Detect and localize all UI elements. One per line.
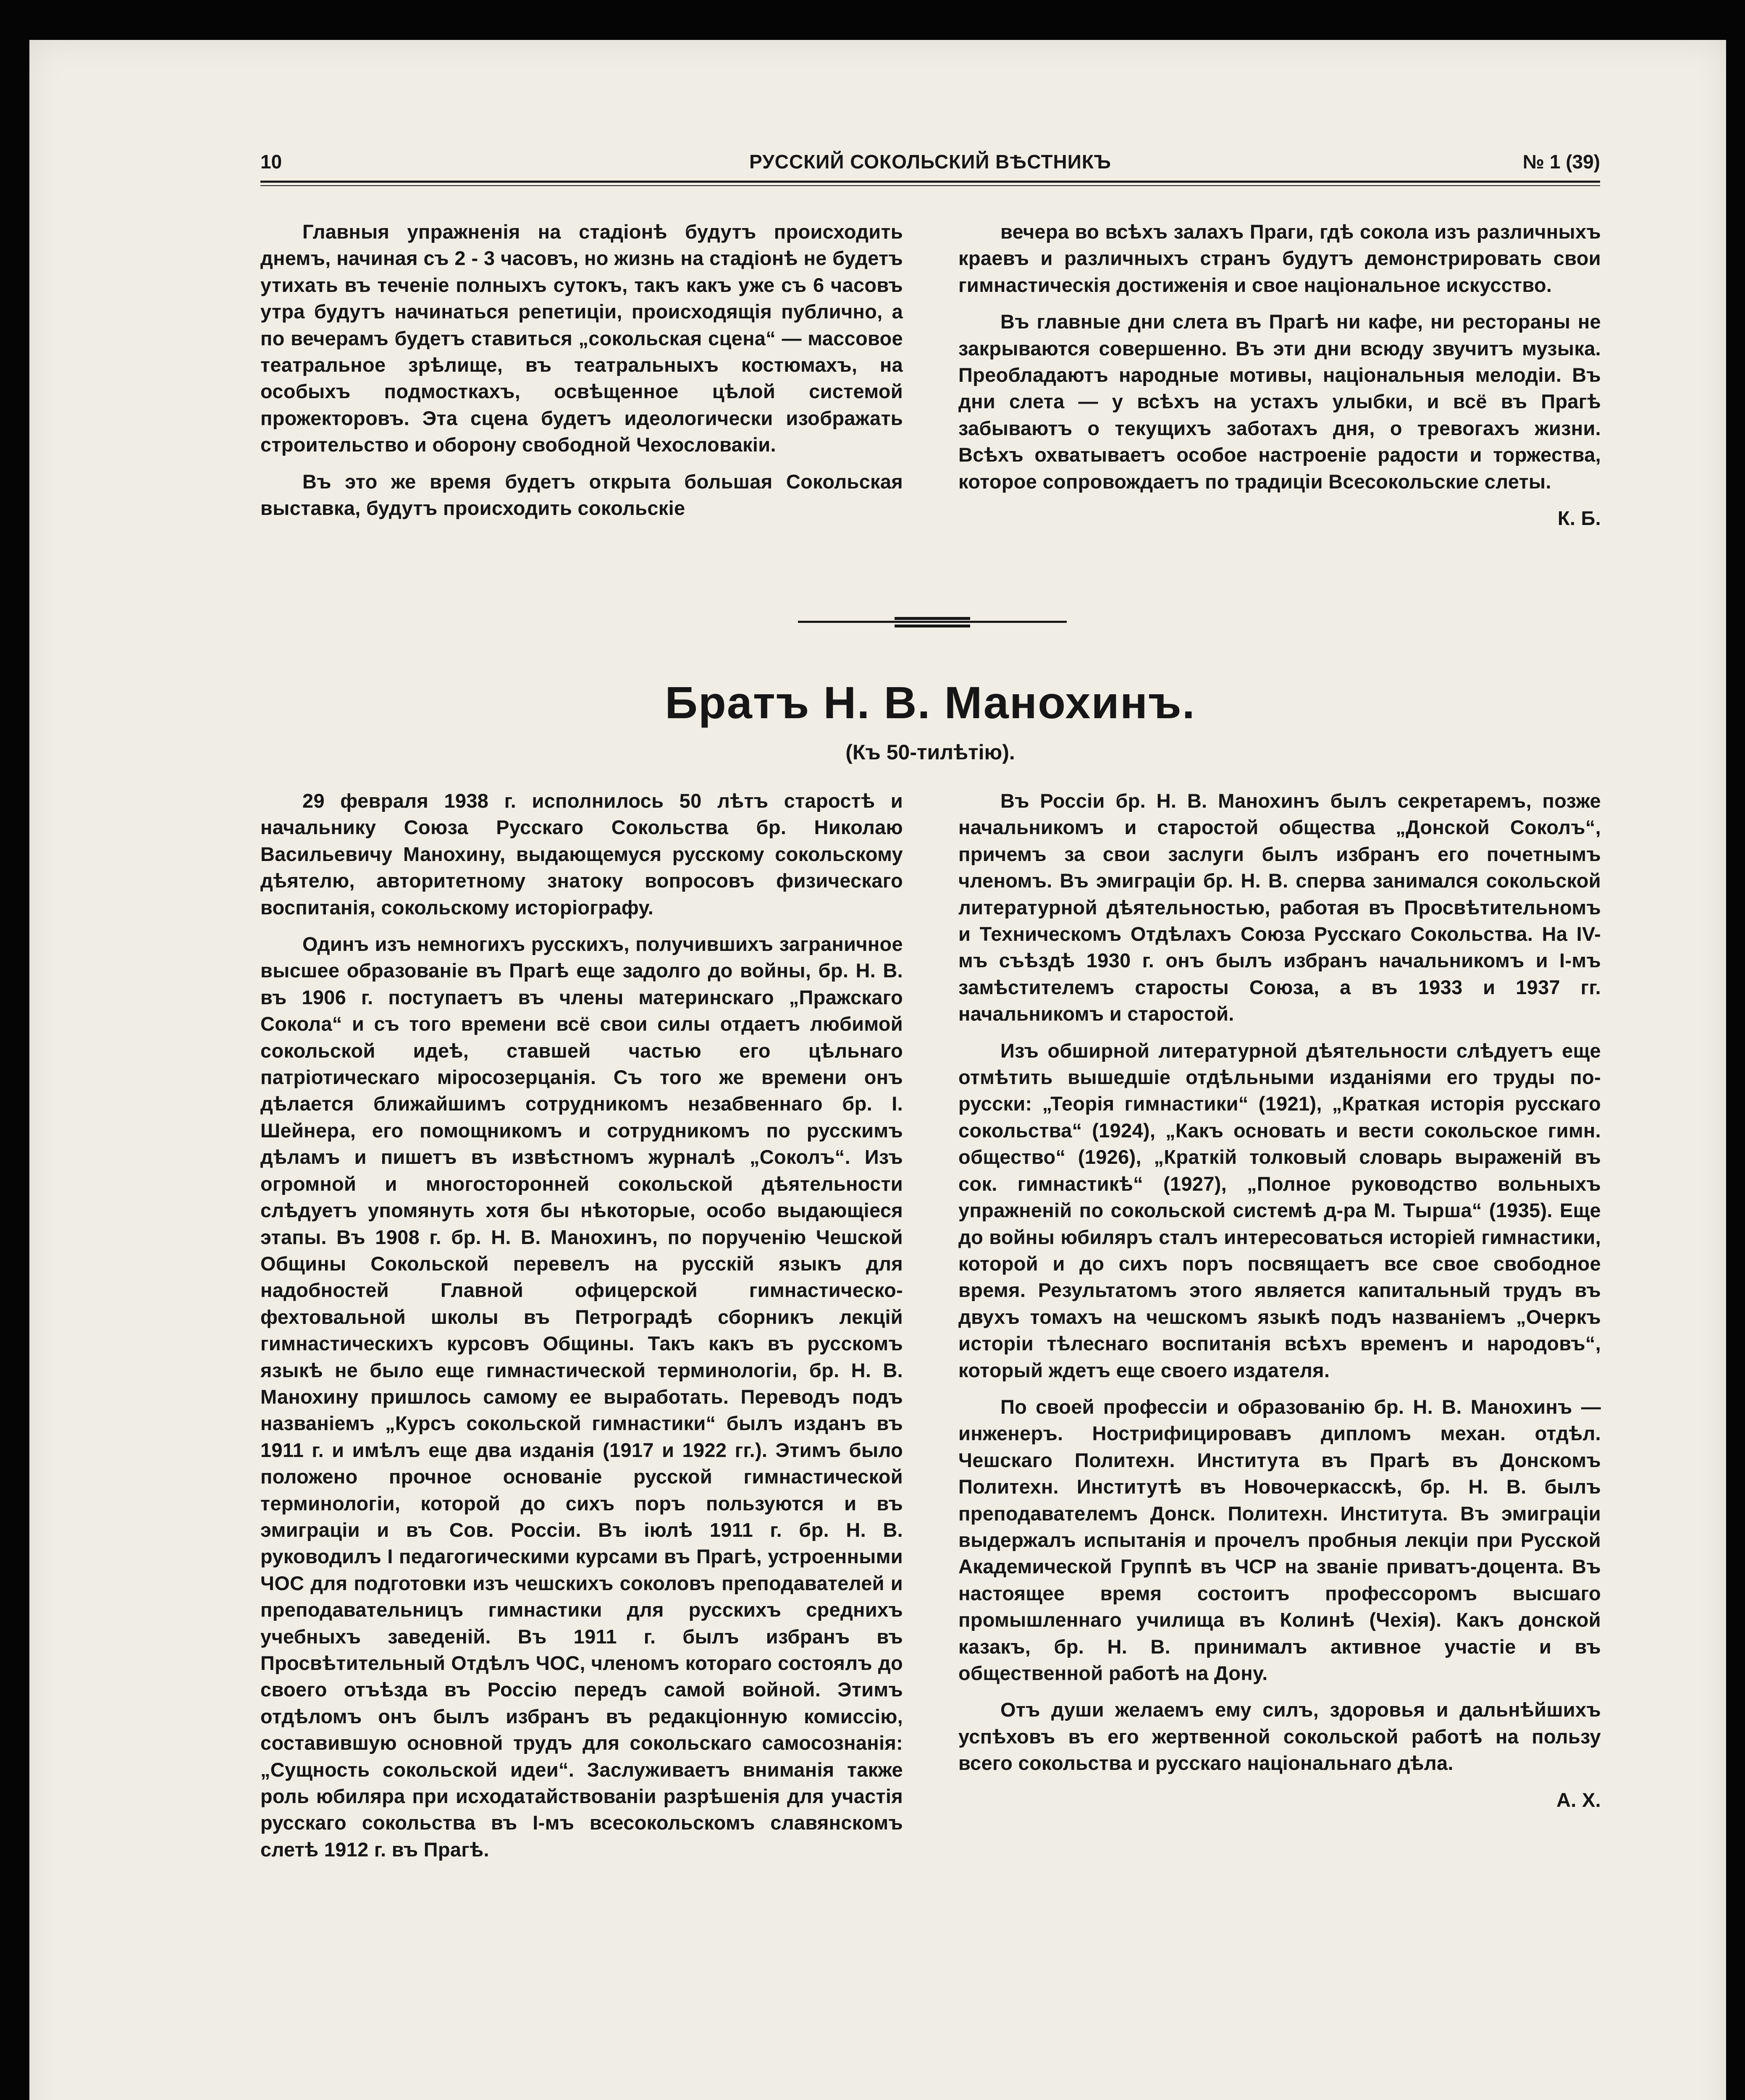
top-article-right-column <box>958 218 1601 531</box>
article-subtitle: (Къ 50-тилѣтію). <box>845 740 1015 764</box>
running-header <box>260 150 1600 184</box>
main-article-left-column <box>260 788 903 1863</box>
page-number: 10 <box>260 151 282 173</box>
top-article-left-column <box>260 218 903 521</box>
paragraph: 29 февраля 1938 г. исполнилось 50 лѣтъ старостѣ и начальнику Союза Русскаго Сокольства бр. Николаю Васильевичу Манохину, выдающемуся русскому сокольскому дѣятелю, авторитетному знатоку вопросовъ физическаго воспитанія, сокольскому исторіографу. <box>260 790 903 919</box>
header-rule <box>260 181 1600 186</box>
paragraph: вечера во всѣхъ залахъ Праги, гдѣ сокола изъ различныхъ краевъ и различныхъ странъ будутъ демонстрировать свои гимнастическія достиженія и свое національное искусство. <box>958 220 1601 296</box>
section-divider-ornament <box>798 613 1067 630</box>
paragraph: Въ Россіи бр. Н. В. Манохинъ былъ секретаремъ, позже начальникомъ и старостой общества „Донской Соколъ“, причемъ за свои заслуги былъ избранъ его почетнымъ членомъ. Въ эмиграціи бр. Н. В. сперва занимался сокольской литературной дѣятельностью, работая въ Просвѣтительномъ и Техническомъ Отдѣлахъ Союза Русскаго Сокольства. На IV-мъ съѣздѣ 1930 г. онъ былъ избранъ начальникомъ и І-мъ замѣстителемъ старосты Союза, а въ 1933 и 1937 гг. начальникомъ и старостой. <box>958 790 1601 1025</box>
paragraph: Отъ души желаемъ ему силъ, здоровья и дальнѣйшихъ успѣховъ въ его жертвенной сокольской работѣ на пользу всего сокольства и русскаго національнаго дѣла. <box>958 1698 1601 1774</box>
paragraph: Главныя упражненія на стадіонѣ будутъ происходить днемъ, начиная съ 2 - 3 часовъ, но жизнь на стадіонѣ не будетъ утихать въ теченіе полныхъ сутокъ, такъ какъ уже съ 6 часовъ утра будутъ начинаться репетиціи, происходящія публично, а по вечерамъ будетъ ставиться „сокольская сцена“ — массовое театральное зрѣлище, въ театральныхъ костюмахъ, на особыхъ подмосткахъ, освѣщенное цѣлой системой прожекторовъ. Эта сцена будетъ идеологически изображать строительство и оборону свободной Чехословакіи. <box>260 220 903 456</box>
journal-title: РУССКИЙ СОКОЛЬСКИЙ ВѢСТНИКЪ <box>749 151 1111 173</box>
newspaper-page <box>227 139 1634 2100</box>
paragraph: Въ главные дни слета въ Прагѣ ни кафе, ни рестораны не закрываются совершенно. Въ эти дни всюду звучитъ музыка. Преобладаютъ народные мотивы, національныя мелодіи. Въ дни слета — у всѣхъ на устахъ улыбки, и всё въ Прагѣ забываютъ о текущихъ заботахъ дня, о тревогахъ жизни. Всѣхъ охватываетъ особое настроеніе радости и торжества, которое сопровождаетъ по традиціи Всесокольские слеты. <box>958 310 1601 493</box>
paragraph: Въ это же время будетъ открыта большая Сокольская выставка, будутъ происходить сокольскіе <box>260 470 903 520</box>
paragraph: Одинъ изъ немногихъ русскихъ, получившихъ заграничное высшее образованіе въ Прагѣ еще задолго до войны, бр. Н. В. въ 1906 г. поступаетъ въ члены материнскаго „Пражскаго Сокола“ и съ того времени всё свои силы отдаетъ любимой сокольской идеѣ, ставшей частью его цѣльнаго патріотическаго міросозерцанія. Съ того же времени онъ дѣлается ближайшимъ сотрудникомъ незабвеннаго бр. І. Шейнера, его помощникомъ и сотрудникомъ по русскимъ дѣламъ и пишетъ въ извѣстномъ журналѣ „Соколъ“. Изъ огромной и многосторонней сокольской дѣятельности слѣдуетъ упомянуть хотя бы нѣкоторые, особо выдающіеся этапы. Въ 1908 г. бр. Н. В. Манохинъ, по порученію Чешской Общины Сокольской перевелъ на русскій языкъ для надобностей Главной офицерской гимнастическо-фехтовальной школы въ Петроградѣ сборникъ лекцій гимнастическихъ курсовъ Общины. Такъ какъ въ русскомъ языкѣ не было еще гимнастической терминологіи, бр. Н. В. Манохину пришлось самому ее выработать. Переводъ подъ названіемъ „Курсъ сокольской гимнастики“ былъ изданъ въ 1911 г. и имѣлъ еще два изданія (1917 и 1922 гг.). Этимъ было положено прочное основаніе русской гимнастической терминологіи, которой до сихъ поръ пользуются и въ эмиграціи и въ Сов. Россіи. Въ іюлѣ 1911 г. бр. Н. В. руководилъ І педагогическими курсами въ Прагѣ, устроенными ЧОС для подготовки изъ чешскихъ соколовъ преподавателей и преподавательницъ гимнастики для русскихъ среднихъ учебныхъ заведеній. Въ 1911 г. былъ избранъ въ Просвѣтительный Отдѣлъ ЧОС, членомъ котораго состоялъ до своего отъѣзда въ Россію передъ самой войной. Этимъ отдѣломъ онъ былъ избранъ въ редакціонную комиссію, составившую основной трудъ для сокольскаго самосознанія: „Сущность сокольской идеи“. Заслуживаетъ вниманія также роль юбиляра при исходатайствованіи разрѣшенія для участія русскаго сокольства въ І-мъ всесокольскомъ славянскомъ слетѣ 1912 г. въ Прагѣ. <box>260 933 903 1861</box>
paragraph: Изъ обширной литературной дѣятельности слѣдуетъ еще отмѣтить вышедшіе отдѣльными изданіями его труды по-русски: „Теорія гимнастики“ (1921), „Краткая исторія русскаго сокольства“ (1924), „Какъ основать и вести сокольское гимн. общество“ (1926), „Краткій толковый словарь выраженій въ сок. гимнастикѣ“ (1927), „Полное руководство вольныхъ упражненій по сокольской системѣ д-ра М. Тырша“ (1935). Еще до войны юбиляръ сталъ интересоваться исторіей гимнастики, которой и до сихъ поръ посвящаетъ все свое свободное время. Результатомъ этого является капитальный трудъ въ двухъ томахъ на чешскомъ языкѣ подъ названіемъ „Очеркъ исторіи тѣлеснаго воспитанія всѣхъ временъ и народовъ“, который ждетъ еще своего издателя. <box>958 1039 1601 1381</box>
issue-number: № 1 (39) <box>1522 151 1600 173</box>
top-article-signature: К. Б. <box>1557 507 1601 530</box>
main-article-right-column <box>958 788 1601 1813</box>
paragraph: По своей профессіи и образованію бр. Н. В. Манохинъ — инженеръ. Нострифицировавъ дипломъ механ. отдѣл. Чешскаго Политехн. Института въ Прагѣ въ Донскомъ Политехн. Институтѣ въ Новочеркасскѣ, бр. Н. В. былъ преподавателемъ Донск. Политехн. Института. Въ эмиграціи выдержалъ испытанія и прочелъ пробныя лекціи при Русской Академической Группѣ въ ЧСР на званіе приватъ-доцента. Въ настоящее время состоитъ профессоромъ высшаго промышленнаго училища въ Колинѣ (Чехія). Какъ донской казакъ, бр. Н. В. принималъ активное участіе и въ общественной работѣ на Дону. <box>958 1395 1601 1684</box>
main-article-signature: А. Х. <box>1556 1788 1601 1811</box>
article-title: Братъ Н. В. Манохинъ. <box>665 677 1196 728</box>
